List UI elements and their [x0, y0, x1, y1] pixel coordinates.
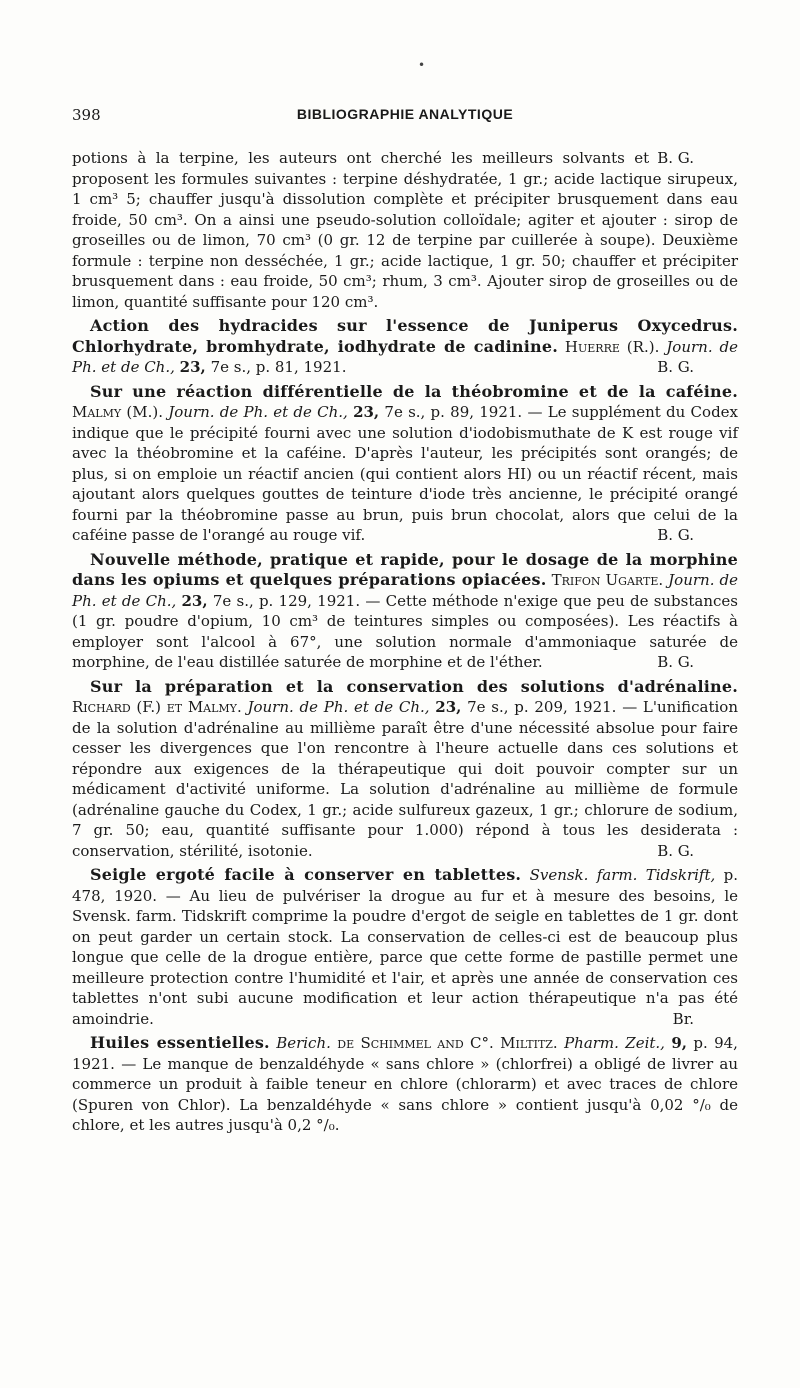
- entry-authors: Huerre (R.).: [564, 337, 660, 356]
- entry-signature: B. G.: [657, 149, 694, 167]
- entry-signature: B. G.: [657, 841, 694, 860]
- running-title: BIBLIOGRAPHIE ANALYTIQUE: [296, 106, 514, 122]
- entry-signature: B. G.: [657, 526, 694, 544]
- entry-journal: Journ. de Ph. et de Ch.,: [247, 698, 430, 716]
- entry-citation: 7e s., p. 89, 1921.: [384, 403, 523, 421]
- entry-authors: Trifon Ugarte.: [551, 571, 664, 589]
- article-body: [72, 148, 738, 1140]
- entry-seigle: [72, 865, 738, 1029]
- entry-huiles: [72, 1033, 738, 1136]
- entry-journal: Svensk. farm. Tidskrift,: [529, 866, 716, 884]
- entry-text: — Au lieu de pulvériser la drogue au fur et à mesure des besoins, le Svensk. farm. Tidskrift comprime la poudre d'ergot de seigle en tablettes de 1 gr. dont on peut garder un certain stock. La conservation de celles-ci est de beaucoup plus longue que celle de la drogue entière, parce que cette forme de pastille permet une meilleure protection contre l'humidité et l'air, et après une année de conservation ces tablettes n'ont subi aucune modification et leur action thérapeutique n'a pas été amoindrie.: [72, 886, 738, 1028]
- entry-title: Sur la préparation et la conservation des solutions d'adrénaline.: [90, 676, 738, 696]
- entry-cadinine: [72, 316, 738, 378]
- entry-volume: 23,: [353, 403, 380, 421]
- entry-title: Action des hydracides sur l'essence de Juniperus Oxycedrus. Chlorhydrate, bromhydrate, iodhydrate de cadinine.: [72, 316, 738, 356]
- page-header: [72, 106, 738, 130]
- entry-title: Nouvelle méthode, pratique et rapide, pour le dosage de la morphine dans les opiums et quelques préparations opiacées.: [72, 549, 738, 589]
- entry-text: — Cette méthode n'exige que peu de substances (1 gr. poudre d'opium, 10 cm³ de teintures simples ou composées). Les réactifs à employer sont l'alcool à 67°, une solution normale d'ammoniaque saturée de morphine, de l'eau distillée saturée de morphine et de l'éther.: [72, 591, 738, 671]
- entry-journal-2: Pharm. Zeit.,: [564, 1034, 665, 1052]
- entry-text: potions à la terpine, les auteurs ont cherché les meilleurs solvants et proposent les formules suivantes : terpine déshydratée, 1 gr.; acide lactique sirupeux, 1 cm³ 5; chauffer jusqu'à dissolution complète et précipiter brusquement dans eau froide, 50 cm³. On a ainsi une pseudo-solution colloïdale; agiter et ajouter : sirop de groseilles ou de limon, 70 cm³ (0 gr. 12 de terpine par cuillerée à soupe). Deuxième formule : terpine non desséchée, 1 gr.; acide lactique, 1 gr. 50; chauffer et précipiter brusquement dans : eau froide, 50 cm³; rhum, 3 cm³. Ajouter sirop de groseilles ou de limon, quantité suffisante pour 120 cm³.: [72, 149, 738, 311]
- entry-citation: p. 478, 1920.: [72, 866, 738, 905]
- entry-title: Seigle ergoté facile à conserver en tablettes.: [90, 865, 522, 884]
- entry-authors: de Schimmel and C°. Miltitz.: [337, 1034, 558, 1052]
- entry-text: — Le manque de benzaldéhyde « sans chlore » (chlorfrei) a obligé de livrer au commerce un produit à faible teneur en chlore (chlorarm) et avec traces de chlore (Spuren von Chlor). La benzaldéhyde « sans chlore » contient jusqu'à 0,02 °/₀ de chlore, et les autres jusqu'à 0,2 °/₀.: [72, 1054, 738, 1134]
- entry-signature: Br.: [672, 1009, 694, 1028]
- entry-citation: 7e s., p. 209, 1921.: [467, 698, 617, 716]
- entry-journal: Berich.: [276, 1034, 331, 1052]
- entry-citation: 7e s., p. 81, 1921.: [210, 358, 347, 376]
- entry-volume: 23,: [179, 358, 206, 376]
- entry-journal: Journ. de Ph. et de Ch.,: [168, 403, 348, 421]
- entry-authors: Malmy (M.).: [72, 403, 163, 421]
- entry-citation: p. 94, 1921.: [72, 1034, 738, 1073]
- entry-authors: Richard (F.) et Malmy.: [72, 698, 242, 716]
- entry-continuation: [72, 148, 738, 312]
- entry-text: — Le supplément du Codex indique que le précipité fourni avec une solution d'iodobismuthate de K est rouge vif avec la théobromine et la caféine. D'après l'auteur, les précipités sont orangés; de plus, si on emploie un réactif ancien (qui contient alors HI) ou un réactif récent, mais ajoutant alors quelques gouttes de teinture d'iode très ancienne, le précipité orangé fourni par la théobromine passe au brun, puis brun chocolat, alors que celui de la caféine passe de l'orangé au rouge vif.: [72, 403, 739, 544]
- entry-volume: 23,: [435, 698, 462, 716]
- entry-volume: 23,: [181, 591, 208, 610]
- entry-morphine: [72, 550, 738, 673]
- entry-citation: 7e s., p. 129, 1921.: [212, 591, 361, 610]
- entry-signature: B. G.: [657, 653, 694, 671]
- entry-journal: Journ. de Ph. et de Ch.,: [72, 337, 738, 376]
- entry-volume: 9,: [671, 1034, 687, 1052]
- entry-theobromine: [72, 382, 738, 546]
- page-number: 398: [72, 106, 101, 124]
- entry-title: Huiles essentielles.: [90, 1033, 270, 1052]
- print-mark: •: [418, 58, 426, 72]
- entry-journal: Journ. de Ph. et de Ch.,: [72, 571, 738, 610]
- entry-signature: B. G.: [657, 358, 694, 376]
- entry-text: — L'unification de la solution d'adrénaline au millième paraît être d'une nécessité absolue pour faire cesser les divergences que l'on rencontre à l'heure actuelle dans ces solutions et répondre aux exigences de la thérapeutique qui doit pouvoir compter sur un médicament d'activité uniforme. La solution d'adrénaline au millième de formule (adrénaline gauche du Codex, 1 gr.; acide sulfureux gazeux, 1 gr.; chlorure de sodium, 7 gr. 50; eau, quantité suffisante pour 1.000) répond à tous les desiderata : conservation, stérilité, isotonie.: [72, 698, 738, 860]
- entry-title: Sur une réaction différentielle de la théobromine et de la caféine.: [90, 381, 738, 401]
- entry-adrenaline: [72, 677, 738, 862]
